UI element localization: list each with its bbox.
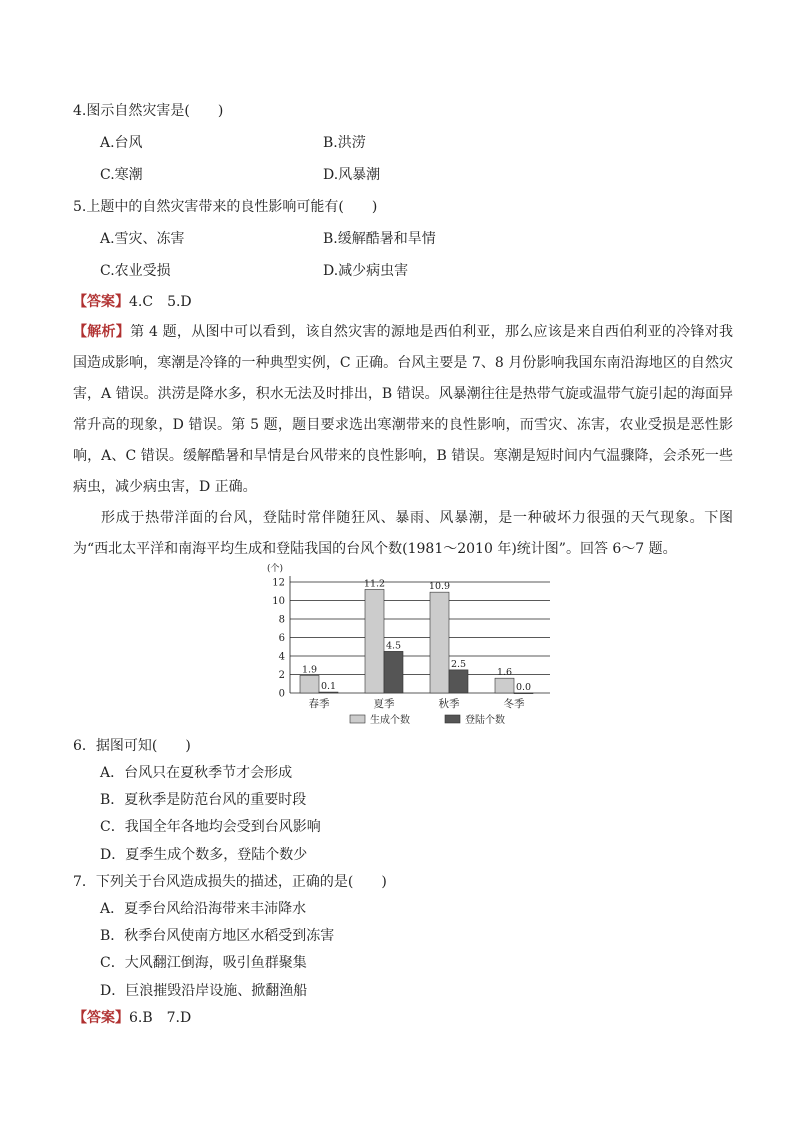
q7-option-c: C．大风翻江倒海，吸引鱼群聚集 [100, 955, 307, 971]
q6-option-d: D．夏季生成个数多，登陆个数少 [100, 847, 308, 863]
question-7-stem: 7．下列关于台风造成损失的描述，正确的是( ) [73, 874, 387, 890]
q7-option-d: D．巨浪摧毁沿岸设施、掀翻渔船 [100, 983, 308, 999]
chart-legend [350, 713, 505, 726]
y-tick-label: 0 [278, 688, 285, 700]
y-tick-label: 8 [278, 614, 285, 626]
analysis-text: 第 4 题，从图中可以看到，该自然灾害的源地是西伯利亚，那么应该是来自西伯利亚的冷锋对我国造成影响，寒潮是冷锋的一种典型实例，C 正确。台风主要是 7、8 月份影响我国东南沿海地区的自然灾害，A 错误。洪涝是降水多，积水无法及时排出，B 错误。风暴潮往往是热带气旋或温带气旋引起的海面异常升高的现象，D 错误。第 5 题，题目要求选出寒潮带来的良性影响，而雪灾、冻害，农业受损是恶性影响，A、C 错误。缓解酷暑和旱情是台风带来的良性影响，B 错误。寒潮是短时间内气温骤降，会杀死一些病虫，减少病虫害，D 正确。 [73, 324, 733, 495]
data-label: 4.5 [385, 640, 402, 652]
data-label: 2.5 [450, 658, 467, 670]
y-axis-label: (个) [267, 564, 284, 574]
q6-option-c: C．我国全年各地均会受到台风影响 [100, 819, 321, 835]
bar [319, 692, 338, 693]
data-label: 0.1 [320, 681, 337, 693]
data-label: 11.2 [363, 578, 386, 590]
data-label: 1.9 [301, 664, 318, 676]
y-tick-label: 4 [278, 651, 285, 663]
q4-option-b: B.洪涝 [323, 135, 366, 151]
bar [514, 693, 533, 694]
x-tick-label: 春季 [308, 698, 330, 710]
bar [430, 592, 449, 693]
y-tick-label: 12 [272, 577, 285, 589]
chart-bars [300, 578, 533, 693]
typhoon-bar-chart [255, 560, 555, 732]
data-label: 1.6 [496, 667, 513, 679]
q7-option-a: A．夏季台风给沿海带来丰沛降水 [100, 901, 307, 917]
legend-swatch [350, 715, 365, 723]
legend-label: 登陆个数 [465, 715, 505, 726]
q4-option-d: D.风暴潮 [323, 167, 381, 183]
y-tick-label: 10 [272, 596, 285, 607]
legend-label: 生成个数 [370, 715, 410, 726]
intro-paragraph: 形成于热带洋面的台风，登陆时常伴随狂风、暴雨、风暴潮，是一种破坏力很强的天气现象。下图为“西北太平洋和南海平均生成和登陆我国的台风个数(1981～2010 年)统计图”。回答 6～7 题。 [73, 510, 733, 557]
answer-block-1 [73, 292, 192, 312]
x-tick-label: 冬季 [503, 698, 525, 710]
question-5-stem: 5.上题中的自然灾害带来的良性影响可能有( ) [73, 199, 378, 215]
answer-text: 4.C 5.D [129, 294, 192, 310]
answer-text: 6.B 7.D [129, 1010, 192, 1026]
q7-option-b: B．秋季台风使南方地区水稻受到冻害 [100, 928, 335, 944]
bar [495, 678, 514, 693]
legend-swatch [445, 715, 460, 723]
q5-option-c: C.农业受损 [100, 263, 171, 279]
data-label: 0.0 [515, 682, 532, 693]
answer-label: 【答案】 [73, 294, 129, 310]
q4-option-c: C.寒潮 [100, 167, 143, 183]
x-tick-label: 秋季 [438, 698, 460, 710]
question-4-stem: 4.图示自然灾害是( ) [73, 103, 224, 119]
bar [384, 651, 403, 693]
answer-block-2 [73, 1008, 191, 1028]
q5-option-d: D.减少病虫害 [323, 263, 409, 279]
data-label: 10.9 [428, 581, 451, 593]
analysis-block [73, 317, 733, 503]
bar [300, 675, 319, 693]
q4-option-a: A.台风 [100, 135, 143, 151]
q6-option-a: A．台风只在夏秋季节才会形成 [100, 765, 293, 781]
bar [449, 670, 468, 693]
x-tick-label: 夏季 [373, 698, 395, 710]
q6-option-b: B．夏秋季是防范台风的重要时段 [100, 792, 307, 808]
q5-option-a: A.雪灾、冻害 [100, 231, 185, 247]
analysis-label: 【解析】 [73, 324, 131, 340]
question-6-stem: 6．据图可知( ) [73, 738, 191, 754]
y-tick-label: 2 [278, 670, 285, 681]
y-tick-label: 6 [278, 633, 285, 644]
bar [365, 589, 384, 693]
answer-label: 【答案】 [73, 1010, 129, 1026]
q5-option-b: B.缓解酷暑和旱情 [323, 231, 436, 247]
